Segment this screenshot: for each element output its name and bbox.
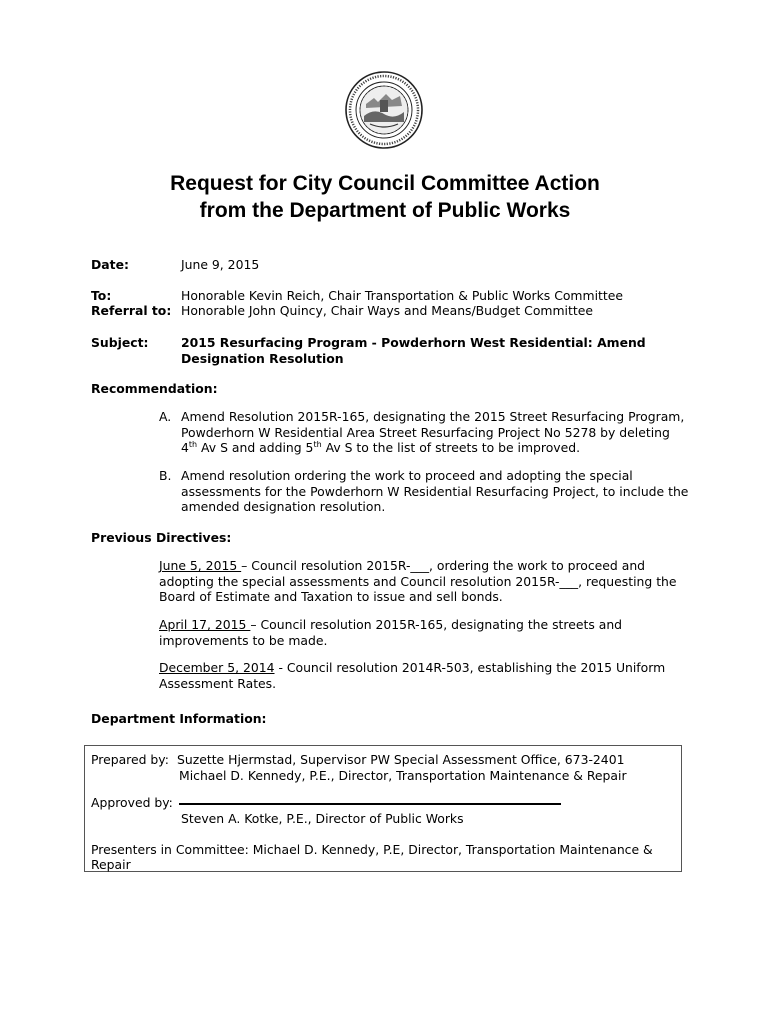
directive-text: – Council resolution 2015R-___, ordering the work to proceed and adopting the special assessments and Council resolution 2015R-___, requesting the Board of Estimate and Taxation to issue and sell bonds. — [159, 558, 677, 604]
date-label: Date: — [91, 257, 129, 272]
directive-item — [159, 660, 689, 691]
approved-by-name: Steven A. Kotke, P.E., Director of Public Works — [181, 811, 464, 826]
city-seal-icon — [344, 70, 424, 150]
approved-by-label: Approved by: — [91, 795, 173, 810]
referral-label: Referral to: — [91, 303, 172, 318]
prepared-by-label: Prepared by: — [91, 752, 169, 767]
directive-text: – Council resolution 2015R-165, designating the streets and improvements to be made. — [159, 617, 623, 648]
title-line-1: Request for City Council Committee Action — [170, 172, 600, 195]
directive-date: December 5, 2014 — [159, 660, 275, 675]
signature-line — [179, 803, 561, 805]
document-title — [0, 170, 770, 224]
directive-date: April 17, 2015 — [159, 617, 251, 632]
directive-item — [159, 617, 689, 648]
subject-label: Subject: — [91, 335, 149, 350]
date-value: June 9, 2015 — [181, 257, 260, 272]
referral-value: Honorable John Quincy, Chair Ways and Means/Budget Committee — [181, 303, 593, 318]
to-label: To: — [91, 288, 112, 303]
item-marker: A. — [159, 409, 172, 424]
item-marker: B. — [159, 468, 172, 483]
subject-value: 2015 Resurfacing Program - Powderhorn West Residential: Amend Designation Resolution — [181, 335, 646, 366]
item-text: Amend Resolution 2015R-165, designating the 2015 Street Resurfacing Program, Powderhorn W Residential Area Street Resurfacing Project No 5278 by deleting 4th Av S and adding 5th Av S to the list of streets to be improved. — [181, 409, 685, 455]
recommendation-item-b — [159, 468, 689, 515]
presenters-line-2: Repair — [91, 857, 131, 872]
item-text: Amend resolution ordering the work to proceed and adopting the special assessments for the Powderhorn W Residential Resurfacing Project, to include the amended designation resolution. — [181, 468, 689, 514]
recommendation-item-a — [159, 409, 689, 456]
to-value: Honorable Kevin Reich, Chair Transportation & Public Works Committee — [181, 288, 623, 303]
department-information-heading: Department Information: — [91, 711, 267, 726]
presenters-line-1: Presenters in Committee: Michael D. Kennedy, P.E, Director, Transportation Maintenance & — [91, 842, 653, 857]
previous-directives-heading: Previous Directives: — [91, 530, 232, 545]
prepared-by-2: Michael D. Kennedy, P.E., Director, Transportation Maintenance & Repair — [179, 768, 627, 783]
directive-item — [159, 558, 689, 605]
title-line-2: from the Department of Public Works — [199, 199, 571, 222]
directive-date: June 5, 2015 — [159, 558, 242, 573]
recommendation-heading: Recommendation: — [91, 381, 218, 396]
directive-text: - Council resolution 2014R-503, establishing the 2015 Uniform Assessment Rates. — [159, 660, 666, 691]
prepared-by-1: Suzette Hjermstad, Supervisor PW Special Assessment Office, 673-2401 — [177, 752, 625, 767]
